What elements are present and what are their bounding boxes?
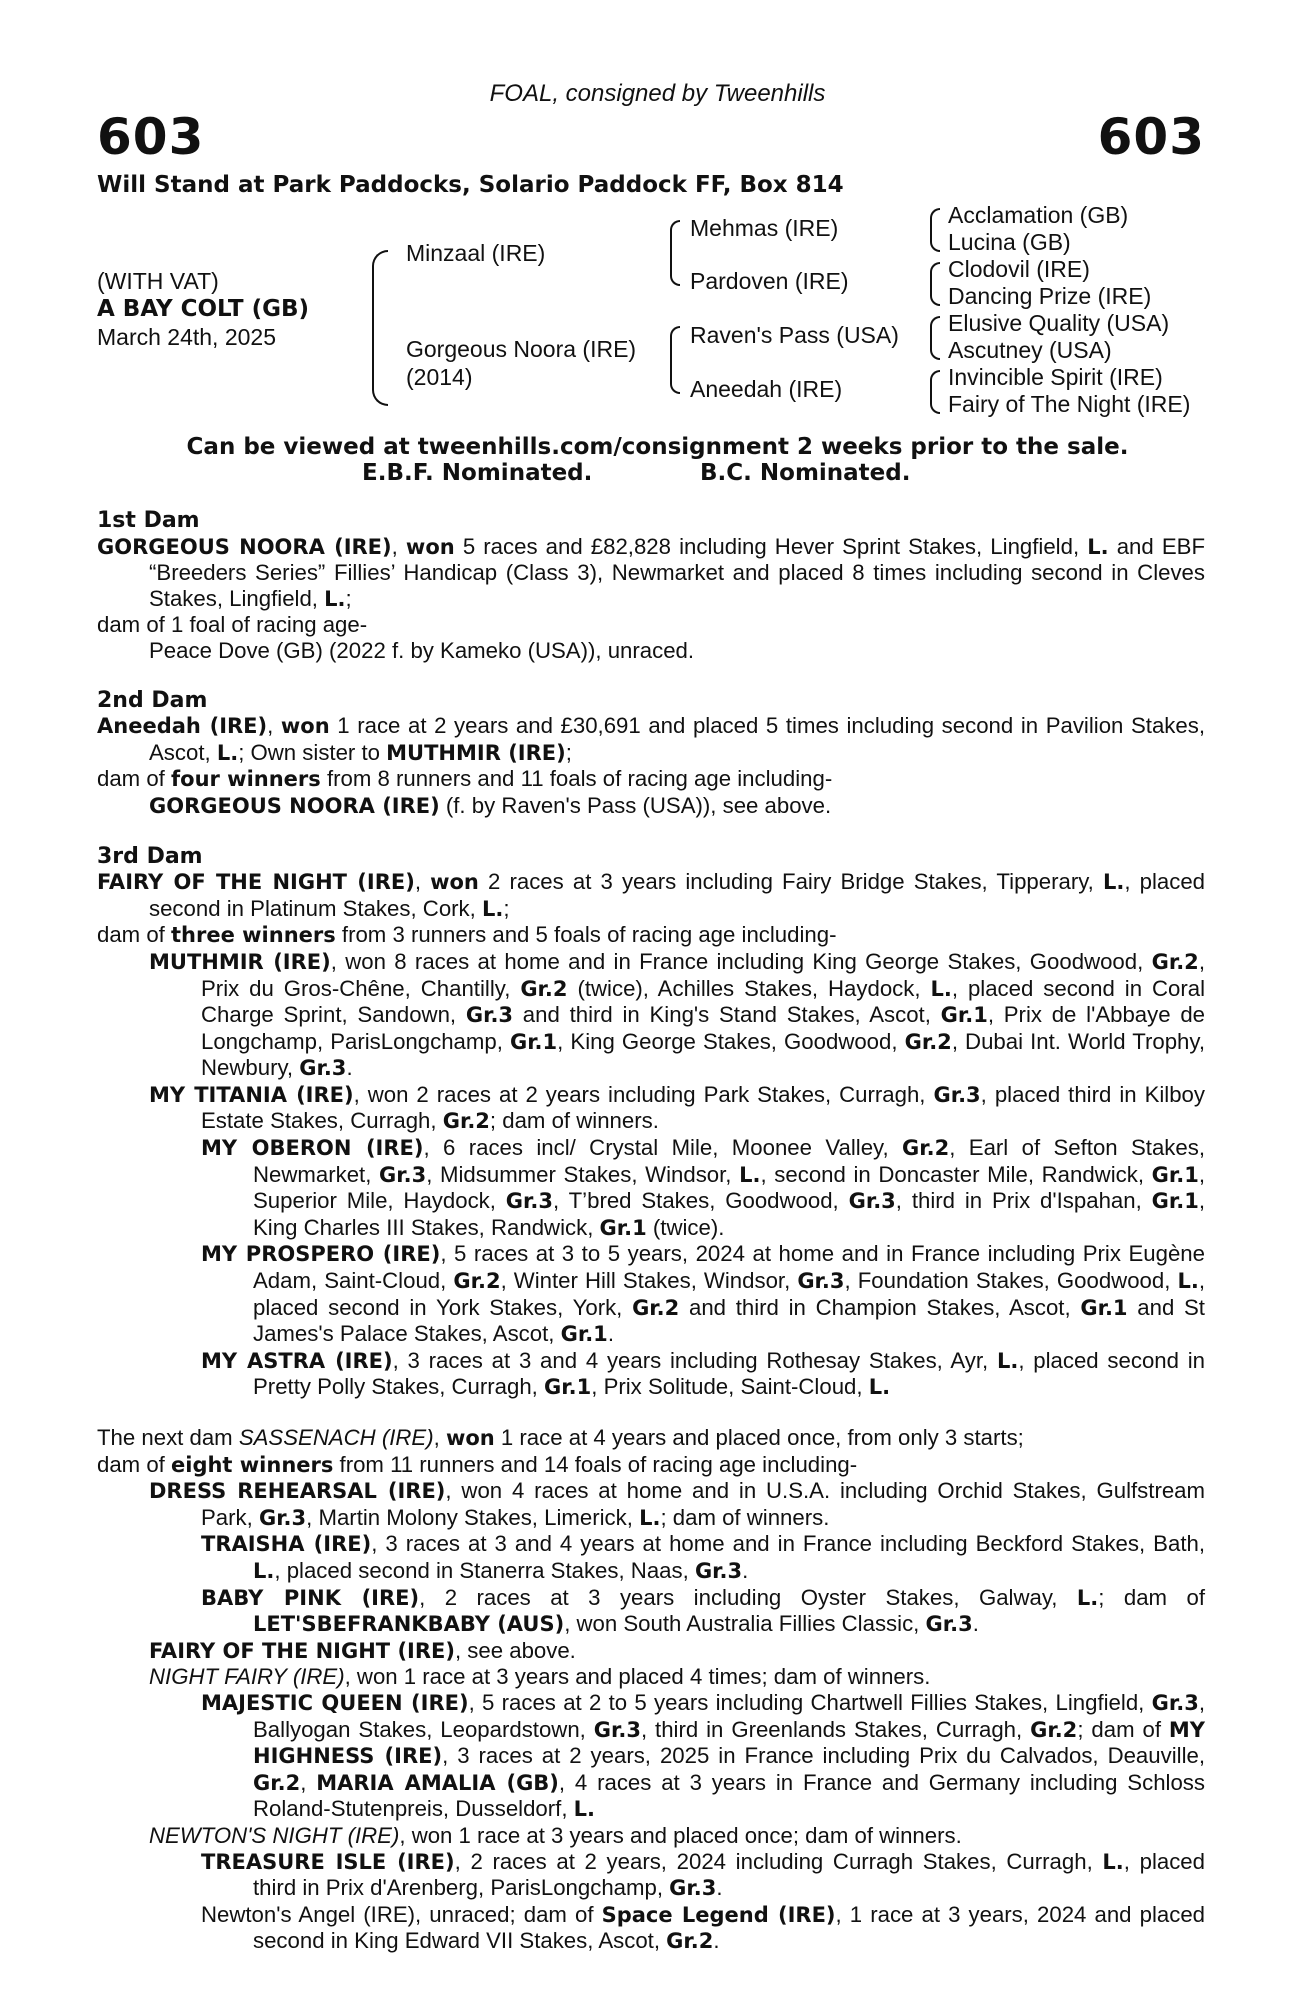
- horse-name: Aneedah (IRE): [97, 714, 268, 739]
- second-dam-heading: 2nd Dam: [97, 687, 208, 713]
- third-dam-produce: dam of three winners from 3 runners and 5 foals of racing age including-: [97, 922, 837, 948]
- produce-entry: MY PROSPERO (IRE), 5 races at 3 to 5 years, 2024 at home and in France including Prix Eugène Adam, Saint-Cloud, Gr.2, Winter Hill Stakes, Windsor, Gr.3, Foundation Stakes, Goodwood, L., placed second in York Stakes, York, Gr.2 and third in Champion Stakes, Ascot, Gr.1 and St James's Palace Stakes, Ascot, Gr.1.: [201, 1241, 1205, 1347]
- lot-number-right: 603: [1097, 108, 1205, 166]
- ddd: Fairy of The Night (IRE): [948, 391, 1191, 417]
- produce-entry: Peace Dove (GB) (2022 f. by Kameko (USA)), unraced.: [149, 637, 695, 663]
- lot-number-left: 603: [97, 108, 205, 166]
- sire-dam: Pardoven (IRE): [690, 268, 849, 294]
- dam-sire: Raven's Pass (USA): [690, 322, 899, 348]
- pedigree-brace-2: [930, 262, 940, 306]
- produce-entry: TRAISHA (IRE), 3 races at 3 and 4 years at home and in France including Beckford Stakes, Bath, L., placed second in Stanerra Stakes, Naas, Gr.3.: [201, 1531, 1205, 1583]
- pedigree-brace-dam: [670, 326, 680, 394]
- third-dam-heading: 3rd Dam: [97, 843, 203, 869]
- second-dam-entry: Aneedah (IRE), won 1 race at 2 years and £30,691 and placed 5 times including second in Pavilion Stakes, Ascot, L.; Own sister to MUTHMIR (IRE);: [97, 713, 1205, 765]
- pedigree-brace-main: [372, 250, 388, 406]
- produce-entry: MY TITANIA (IRE), won 2 races at 2 years including Park Stakes, Curragh, Gr.3, placed third in Kilboy Estate Stakes, Curragh, Gr.2; dam of winners.: [149, 1081, 1205, 1134]
- dam: Gorgeous Noora (IRE): [406, 336, 637, 362]
- sdd: Dancing Prize (IRE): [948, 283, 1152, 309]
- ebf-nominated: E.B.F. Nominated.: [362, 460, 593, 486]
- third-dam-entry: FAIRY OF THE NIGHT (IRE), won 2 races at 3 years including Fairy Bridge Stakes, Tipperary, L., placed second in Platinum Stakes, Cork, L.;: [97, 869, 1205, 921]
- first-dam-produce: dam of 1 foal of racing age-: [97, 612, 368, 638]
- consignor-line: FOAL, consigned by Tweenhills: [489, 80, 826, 107]
- produce-entry: NEWTON'S NIGHT (IRE), won 1 race at 3 years and placed once; dam of winners.: [149, 1822, 962, 1848]
- pedigree-brace-1: [930, 208, 940, 252]
- produce-entry: DRESS REHEARSAL (IRE), won 4 races at home and in U.S.A. including Orchid Stakes, Gulfstream Park, Gr.3, Martin Molony Stakes, Limerick, L.; dam of winners.: [149, 1478, 1205, 1530]
- ssd: Lucina (GB): [948, 229, 1071, 255]
- pedigree-brace-4: [930, 370, 940, 414]
- sss: Acclamation (GB): [948, 202, 1129, 228]
- produce-entry: BABY PINK (IRE), 2 races at 3 years including Oyster Stakes, Galway, L.; dam of LET'SBEFRANKBABY (AUS), won South Australia Fillies Classic, Gr.3.: [201, 1584, 1205, 1637]
- next-dam-entry: The next dam SASSENACH (IRE), won 1 race at 4 years and placed once, from only 3 starts;: [97, 1425, 1024, 1450]
- produce-entry: FAIRY OF THE NIGHT (IRE), see above.: [149, 1637, 576, 1663]
- pedigree-brace-sire: [670, 220, 680, 286]
- produce-entry: TREASURE ISLE (IRE), 2 races at 2 years, 2024 including Curragh Stakes, Curragh, L., placed third in Prix d'Arenberg, ParisLongchamp, Gr.3.: [201, 1848, 1205, 1901]
- dam-year: (2014): [406, 364, 473, 390]
- dam-dam: Aneedah (IRE): [690, 376, 843, 402]
- dss: Elusive Quality (USA): [948, 310, 1170, 336]
- produce-entry: MAJESTIC QUEEN (IRE), 5 races at 2 to 5 years including Chartwell Fillies Stakes, Lingfield, Gr.3, Ballyogan Stakes, Leopardstown, Gr.3, third in Greenlands Stakes, Curragh, Gr.2; dam of MY HIGHNESS (IRE), 3 races at 2 years, 2025 in France including Prix du Calvados, Deauville, Gr.2, MARIA AMALIA (GB), 4 races at 3 years in France and Germany including Schloss Roland-Stutenpreis, Dusseldorf, L.: [201, 1689, 1206, 1822]
- sire: Minzaal (IRE): [406, 240, 546, 266]
- horse-name: GORGEOUS NOORA (IRE): [97, 534, 392, 559]
- produce-entry: MUTHMIR (IRE), won 8 races at home and in France including King George Stakes, Goodwood, Gr.2, Prix du Gros-Chêne, Chantilly, Gr.2 (twice), Achilles Stakes, Haydock, L., placed second in Coral Charge Sprint, Sandown, Gr.3 and third in King's Stand Stakes, Ascot, Gr.1, Prix de l'Abbaye de Longchamp, ParisLongchamp, Gr.1, King George Stakes, Goodwood, Gr.2, Dubai Int. World Trophy, Newbury, Gr.3.: [149, 948, 1206, 1081]
- first-dam-heading: 1st Dam: [97, 508, 200, 533]
- pedigree-brace-3: [930, 316, 940, 360]
- dds: Invincible Spirit (IRE): [948, 364, 1163, 390]
- produce-entry: GORGEOUS NOORA (IRE) (f. by Raven's Pass (USA)), see above.: [149, 792, 832, 818]
- second-dam-produce: dam of four winners from 8 runners and 11 foals of racing age including-: [97, 766, 833, 792]
- lot-title: A BAY COLT (GB): [97, 296, 310, 322]
- next-dam-produce: dam of eight winners from 11 runners and 14 foals of racing age including-: [97, 1451, 858, 1477]
- foaling-date: March 24th, 2025: [97, 324, 277, 350]
- produce-entry: Newton's Angel (IRE), unraced; dam of Space Legend (IRE), 1 race at 3 years, 2024 and placed second in King Edward VII Stakes, Ascot, Gr.2.: [201, 1901, 1205, 1954]
- bc-nominated: B.C. Nominated.: [700, 460, 911, 486]
- first-dam-entry: GORGEOUS NOORA (IRE), won 5 races and £82,828 including Hever Sprint Stakes, Lingfield, L. and EBF “Breeders Series” Fillies’ Handicap (Class 3), Newmarket and placed 8 times including second in Cleves Stakes, Lingfield, L.;: [97, 533, 1205, 611]
- sire-sire: Mehmas (IRE): [690, 215, 839, 241]
- horse-name: FAIRY OF THE NIGHT (IRE): [97, 870, 415, 895]
- produce-entry: MY ASTRA (IRE), 3 races at 3 and 4 years including Rothesay Stakes, Ayr, L., placed second in Pretty Polly Stakes, Curragh, Gr.1, Prix Solitude, Saint-Cloud, L.: [201, 1347, 1206, 1400]
- produce-entry: NIGHT FAIRY (IRE), won 1 race at 3 years and placed 4 times; dam of winners.: [149, 1664, 931, 1690]
- vat-note: (WITH VAT): [97, 268, 219, 294]
- catalogue-text: [97, 508, 1205, 1955]
- viewing-notice: Can be viewed at tweenhills.com/consignment 2 weeks prior to the sale.: [186, 434, 1129, 460]
- produce-entry: MY OBERON (IRE), 6 races incl/ Crystal Mile, Moonee Valley, Gr.2, Earl of Sefton Stakes, Newmarket, Gr.3, Midsummer Stakes, Windsor, L., second in Doncaster Mile, Randwick, Gr.1, Superior Mile, Haydock, Gr.3, T’bred Stakes, Goodwood, Gr.3, third in Prix d'Ispahan, Gr.1, King Charles III Stakes, Randwick, Gr.1 (twice).: [201, 1135, 1205, 1240]
- dsd: Ascutney (USA): [948, 337, 1112, 363]
- stand-location: Will Stand at Park Paddocks, Solario Paddock FF, Box 814: [97, 172, 844, 198]
- sds: Clodovil (IRE): [948, 256, 1090, 282]
